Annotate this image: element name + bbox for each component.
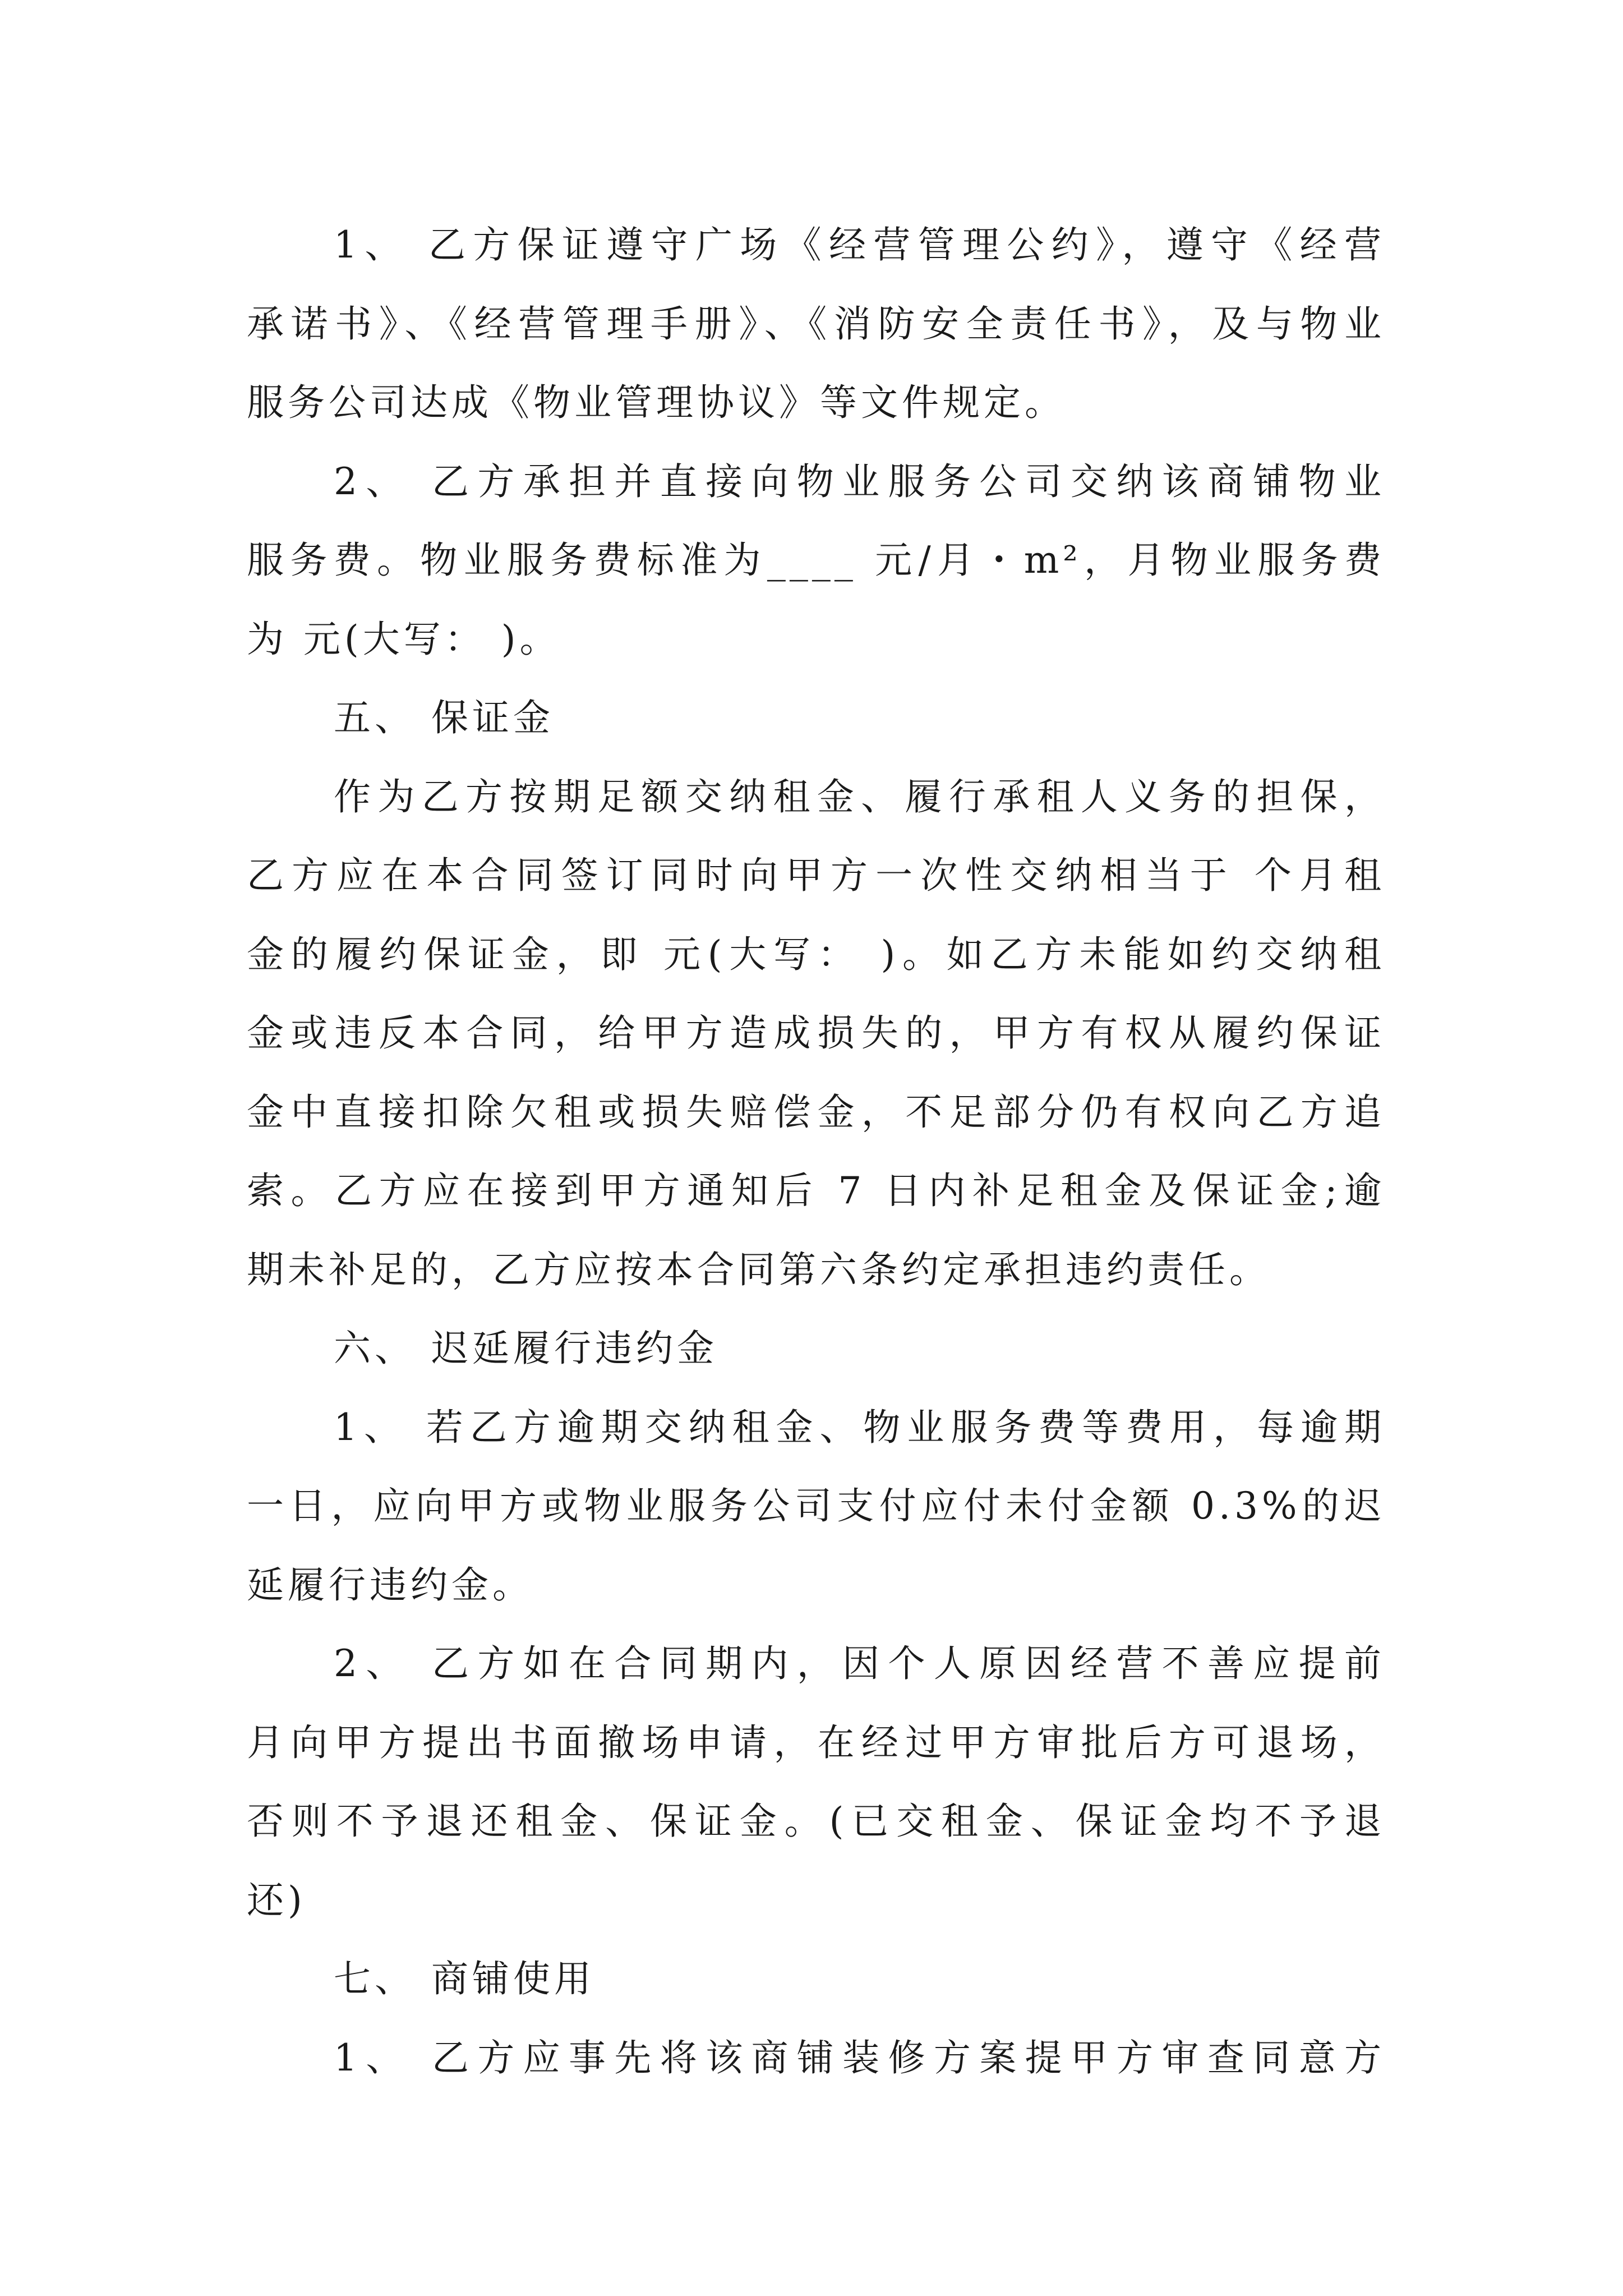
text-line: 作为乙方按期足额交纳租金、履行承租人义务的担保， <box>334 775 1385 818</box>
section-heading: 七、 商铺使用 <box>334 1957 595 2000</box>
section-heading: 六、 迟延履行违约金 <box>334 1327 718 1370</box>
text-line: 索。乙方应在接到甲方通知后 7 日内补足租金及保证金;逾 <box>247 1169 1385 1212</box>
text-line: 2、 乙方承担并直接向物业服务公司交纳该商铺物业 <box>334 460 1385 503</box>
text-line: 还) <box>247 1879 306 1922</box>
text-line: 1、 乙方保证遵守广场《经营管理公约》，遵守《经营 <box>334 223 1385 266</box>
text-line: 乙方应在本合同签订同时向甲方一次性交纳相当于 个月租 <box>247 854 1385 897</box>
text-line: 金的履约保证金，即 元(大写： )。如乙方未能如约交纳租 <box>247 933 1385 976</box>
text-line: 月向甲方提出书面撤场申请，在经过甲方审批后方可退场， <box>247 1721 1385 1764</box>
text-line: 金或违反本合同，给甲方造成损失的，甲方有权从履约保证 <box>247 1011 1385 1055</box>
text-line: 承诺书》、《经营管理手册》、《消防安全责任书》，及与物业 <box>247 302 1385 346</box>
text-line: 1、 乙方应事先将该商铺装修方案提甲方审查同意方 <box>334 2036 1385 2079</box>
text-line: 为 元(大写： )。 <box>247 618 561 661</box>
section-heading: 五、 保证金 <box>334 696 554 739</box>
text-line: 2、 乙方如在合同期内，因个人原因经营不善应提前 <box>334 1642 1385 1685</box>
text-line: 服务费。物业服务费标准为____ 元/月・m²，月物业服务费 <box>247 539 1385 582</box>
text-line: 1、 若乙方逾期交纳租金、物业服务费等费用，每逾期 <box>334 1406 1385 1449</box>
text-line: 期未补足的，乙方应按本合同第六条约定承担违约责任。 <box>247 1248 1270 1291</box>
text-line: 服务公司达成《物业管理协议》等文件规定。 <box>247 381 1066 424</box>
text-line: 否则不予退还租金、保证金。(已交租金、保证金均不予退 <box>247 1800 1385 1843</box>
text-line: 一日，应向甲方或物业服务公司支付应付未付金额 0.3%的迟 <box>247 1484 1385 1527</box>
text-line: 延履行违约金。 <box>247 1563 533 1607</box>
text-line: 金中直接扣除欠租或损失赔偿金，不足部分仍有权向乙方追 <box>247 1091 1385 1134</box>
